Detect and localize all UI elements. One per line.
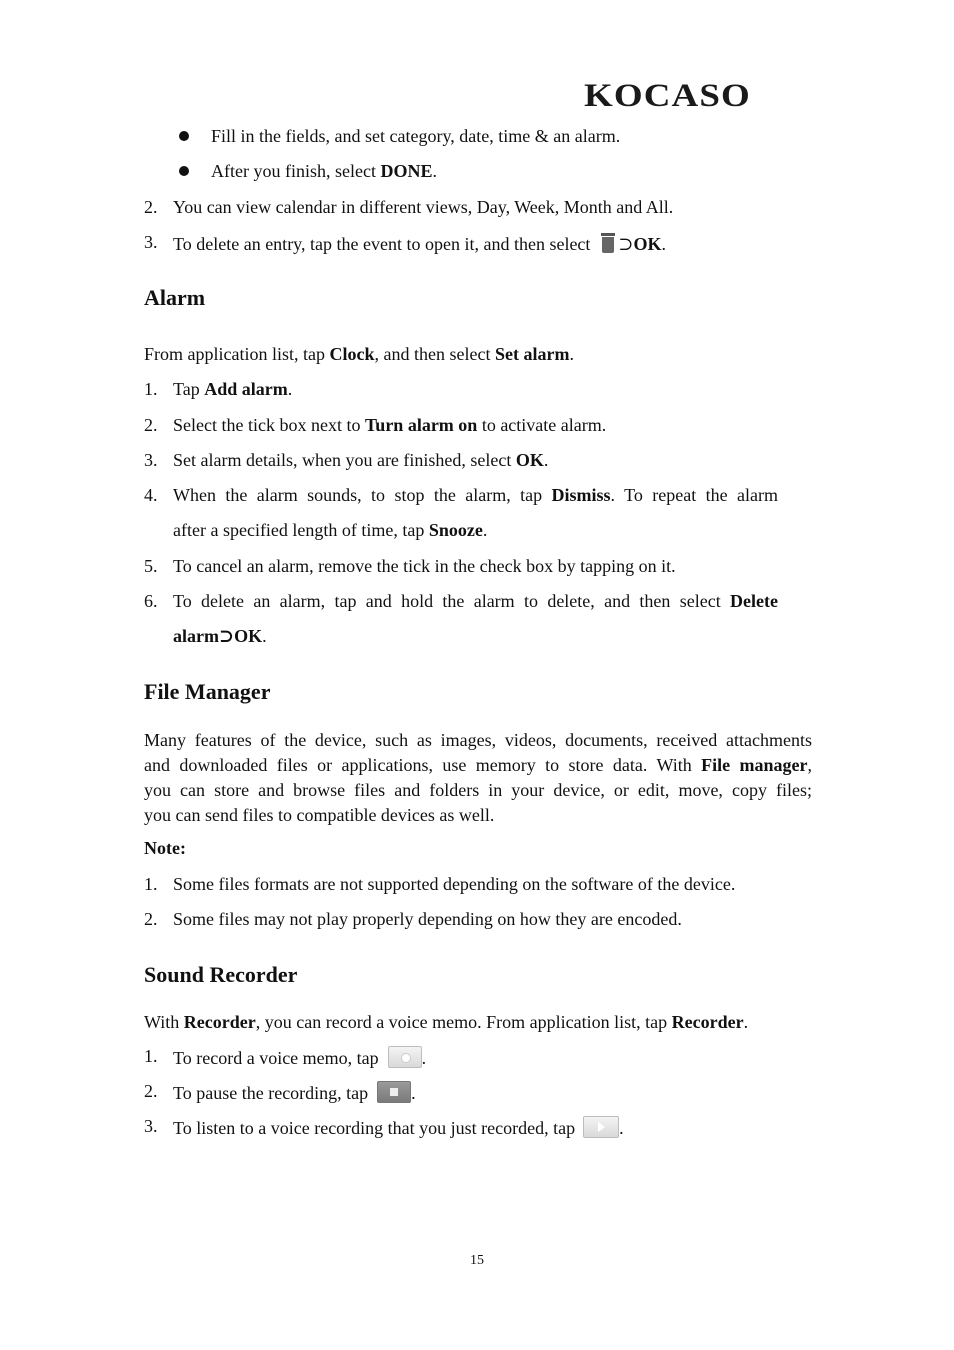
section-heading-file-manager: File Manager: [144, 679, 271, 704]
note-label: Note:: [144, 838, 186, 858]
step-number: 2.: [144, 1081, 158, 1101]
step-number: 2.: [144, 197, 158, 217]
step-number: 5.: [144, 556, 158, 576]
section-heading-alarm: Alarm: [144, 285, 206, 310]
step-text: Some files may not play properly depending on how they are encoded.: [173, 909, 682, 929]
step-text: To delete an entry, tap the event to open it, and then select ⊃OK.: [173, 234, 667, 254]
step-text: Select the tick box next to Turn alarm on to activate alarm.: [173, 415, 607, 435]
step-text: To record a voice memo, tap .: [173, 1048, 427, 1068]
bullet-item: After you finish, select DONE.: [211, 161, 437, 181]
bullet-item: Fill in the fields, and set category, date, time & an alarm.: [211, 126, 621, 146]
record-button-icon: [388, 1046, 422, 1068]
step-number: 3.: [144, 450, 158, 470]
step-text-continued: alarm⊃OK.: [173, 626, 267, 646]
step-number: 2.: [144, 415, 158, 435]
pause-button-icon: [377, 1081, 411, 1103]
brand-logo: KOCASO: [584, 78, 751, 114]
step-number: 1.: [144, 1046, 158, 1066]
step-text: Some files formats are not supported depending on the software of the device.: [173, 874, 736, 894]
step-number: 2.: [144, 909, 158, 929]
step-number: 3.: [144, 1116, 158, 1136]
step-text: Tap Add alarm.: [173, 379, 293, 399]
step-number: 6.: [144, 591, 158, 611]
step-text: To pause the recording, tap .: [173, 1083, 416, 1103]
step-number: 1.: [144, 874, 158, 894]
trash-icon: [600, 232, 616, 254]
section-heading-sound-recorder: Sound Recorder: [144, 962, 298, 987]
step-number: 1.: [144, 379, 158, 399]
step-number: 3.: [144, 232, 158, 252]
step-number: 4.: [144, 485, 158, 505]
step-text: When the alarm sounds, to stop the alarm, tap Dismiss. To repeat the alarm: [173, 485, 778, 505]
step-text-continued: after a specified length of time, tap Snooze.: [173, 520, 488, 540]
file-manager-paragraph: Many features of the device, such as images, videos, documents, received attachments and downloaded files or applications, use memory to store data. With File manager, you can store and browse files and folders in your device, or edit, move, copy files; you can send files to compatible devices as well.: [144, 730, 812, 825]
page-number: 15: [470, 1253, 484, 1268]
step-text: Set alarm details, when you are finished, select OK.: [173, 450, 549, 470]
alarm-intro: From application list, tap Clock, and then select Set alarm.: [144, 344, 574, 364]
play-button-icon: [583, 1116, 619, 1138]
sound-recorder-intro: With Recorder, you can record a voice memo. From application list, tap Recorder.: [144, 1012, 749, 1032]
bullet-dot: [179, 131, 189, 141]
bullet-dot: [179, 166, 189, 176]
step-text: To listen to a voice recording that you just recorded, tap .: [173, 1118, 624, 1138]
step-text: To cancel an alarm, remove the tick in the check box by tapping on it.: [173, 556, 676, 576]
step-text: You can view calendar in different views, Day, Week, Month and All.: [173, 197, 674, 217]
step-text: To delete an alarm, tap and hold the alarm to delete, and then select Delete: [173, 591, 778, 611]
